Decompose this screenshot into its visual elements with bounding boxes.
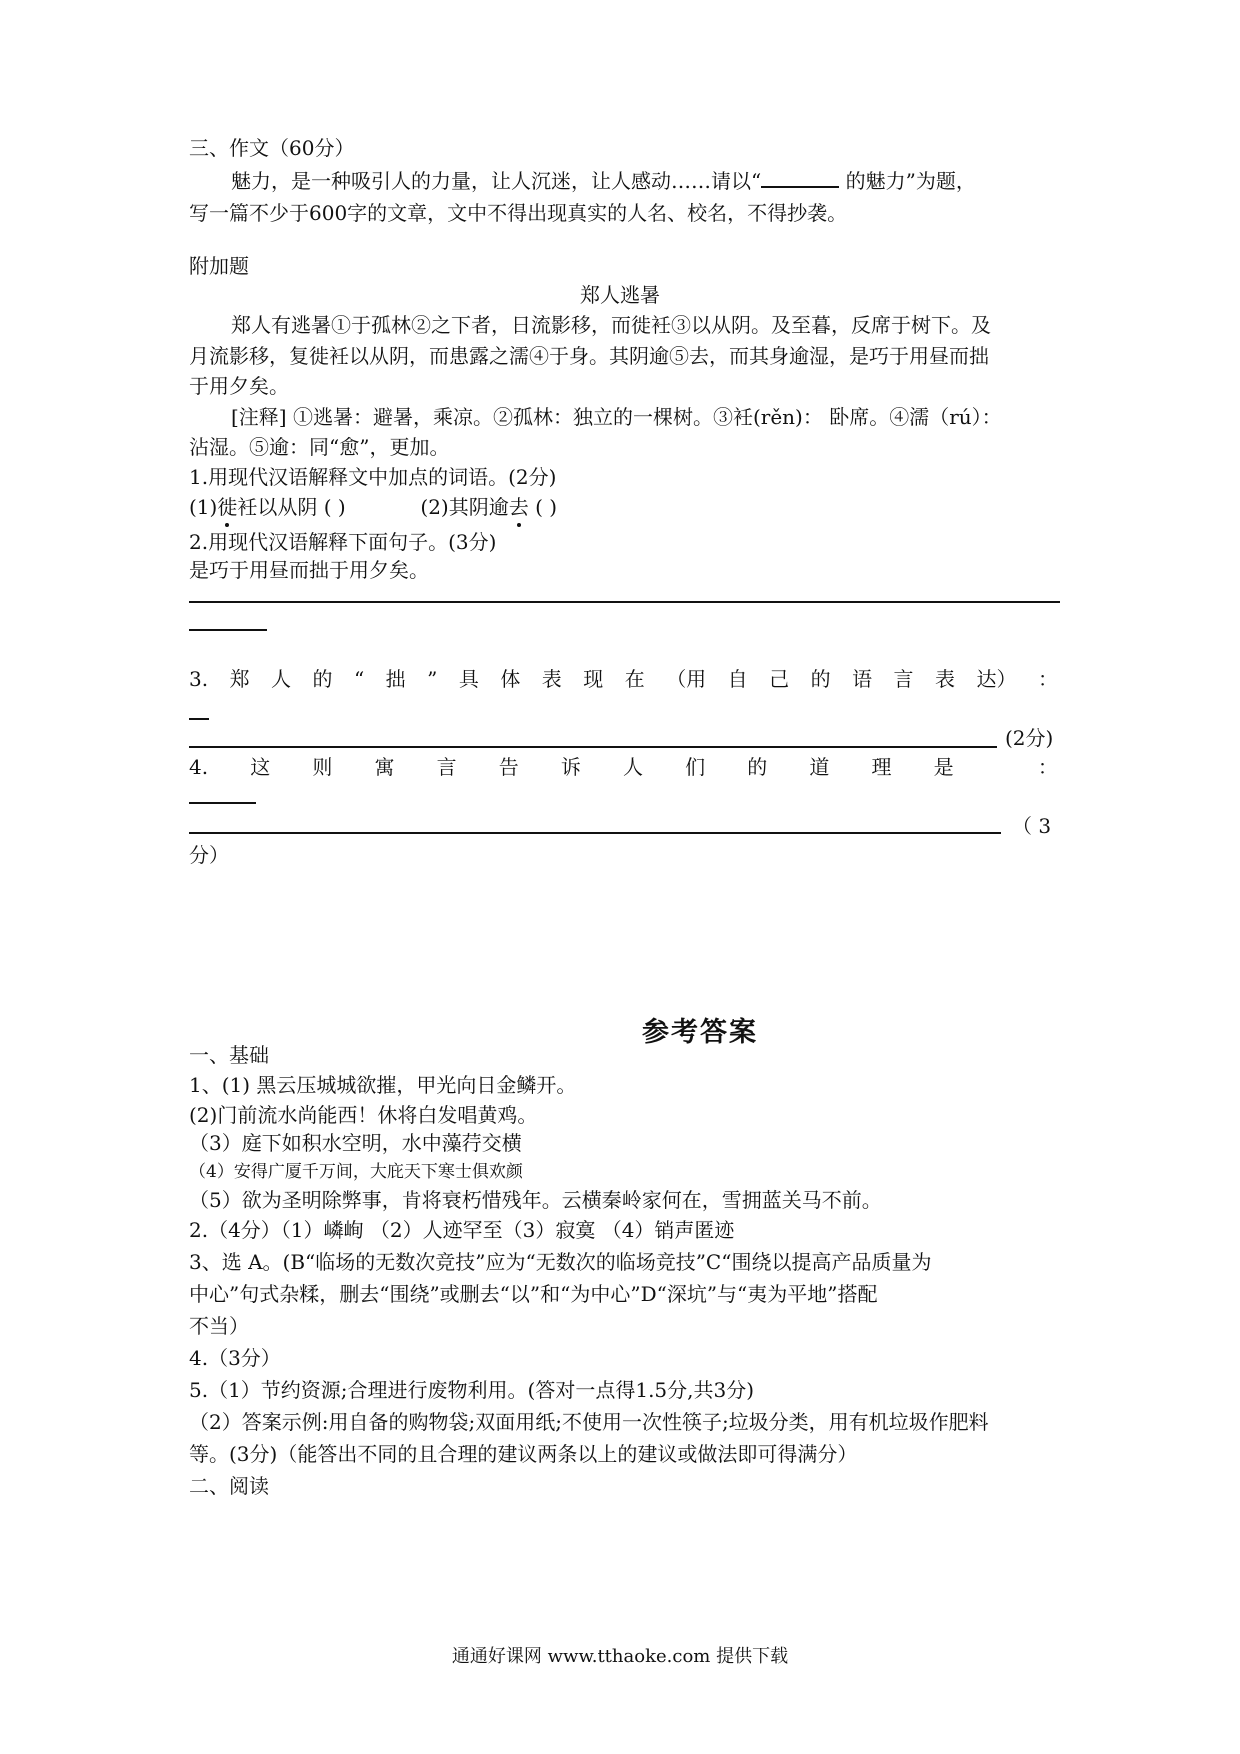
answer-3-line-1: 3、选 A。(B“临场的无数次竞技”应为“无数次的临场竞技”C“围绕以提高产品质量为 <box>189 1250 932 1274</box>
answer-line-q4 <box>189 832 1001 834</box>
question-3-char: ” <box>427 667 438 691</box>
answers-title: 参考答案 <box>642 1017 758 1048</box>
answer-line-q3 <box>189 746 997 748</box>
essay-prompt-text-a: 魅力，是一种吸引人的力量，让人沉迷，让人感动……请以“ <box>231 169 762 193</box>
extra-heading: 附加题 <box>189 254 249 278</box>
question-3-char: 达） <box>976 667 1017 691</box>
question-4-char: 理 <box>871 755 892 779</box>
question-1-items <box>189 492 1060 522</box>
question-3-char: 具 <box>458 667 479 691</box>
question-3-char: “ <box>353 667 365 691</box>
question-3-score: (2分) <box>1005 726 1054 750</box>
question-3 <box>189 664 1058 694</box>
question-4-char: 则 <box>312 755 333 779</box>
answer-5-2-line-1: （2）答案示例:用自备的购物袋;双面用纸;不使用一次性筷子;垃圾分类，用有机垃圾作肥料 <box>189 1410 989 1434</box>
annotation-line-2: 沾湿。⑤逾：同“愈”，更加。 <box>189 435 450 459</box>
answer-1-3: （3）庭下如积水空明，水中藻荇交横 <box>189 1131 522 1155</box>
question-3-char: 己 <box>769 667 790 691</box>
answer-3-line-3: 不当） <box>189 1314 249 1338</box>
question-3-char: 言 <box>893 667 914 691</box>
passage-line-2: 月流影移，复徙衽以从阴，而患露之濡④于身。其阴逾⑤去，而其身逾湿，是巧于用昼而拙 <box>189 344 989 368</box>
question-4-char: 是 <box>933 755 954 779</box>
essay-prompt-text-b: 的魅力”为题， <box>839 169 976 193</box>
essay-heading: 三、作文（60分） <box>189 136 355 160</box>
footer-source: 通通好课网 www.tthaoke.com 提供下载 <box>451 1646 789 1667</box>
question-3-char: 3. <box>189 667 209 691</box>
passage-title: 郑人逃暑 <box>580 283 660 307</box>
question-1-b: (2)其阴逾去 ( ) <box>420 495 558 519</box>
question-3-char: 自 <box>727 667 748 691</box>
question-4-char: 4. <box>189 755 209 779</box>
question-4-char: 这 <box>250 755 271 779</box>
question-4 <box>189 752 1058 782</box>
question-3-char: 表 <box>935 667 955 691</box>
answer-5-1: 5.（1）节约资源;合理进行废物利用。(答对一点得1.5分,共3分) <box>189 1378 755 1402</box>
answer-3-line-2: 中心”句式杂糅，删去“围绕”或删去“以”和“为中心”D“深坑”与“夷为平地”搭配 <box>189 1282 878 1306</box>
answer-1-4: （4）安得广厦千万间，大庇天下寒士俱欢颜 <box>189 1162 523 1182</box>
answer-line-q2 <box>189 601 1060 603</box>
question-3-char: 语 <box>852 667 873 691</box>
answer-5-2-line-2: 等。(3分)（能答出不同的且合理的建议两条以上的建议或做法即可得满分） <box>189 1442 858 1466</box>
question-3-char: 现 <box>583 667 604 691</box>
dotted-word-2: 去 <box>508 495 529 519</box>
question-4-char: 道 <box>809 755 830 779</box>
essay-prompt-line-1 <box>231 166 1060 196</box>
answer-line-q4-short <box>189 802 256 804</box>
question-4-char: ： <box>1037 755 1058 779</box>
question-3-char: 在 <box>624 667 645 691</box>
question-3-char: 郑 <box>229 667 250 691</box>
question-1-a: (1)徙衽以从阴 ( ) <box>189 495 346 519</box>
answer-2: 2.（4分）（1）嶙峋 （2）人迹罕至（3）寂寞 （4）销声匿迹 <box>189 1218 735 1242</box>
question-3-char: ： <box>1037 667 1058 691</box>
question-3-char: 人 <box>271 667 292 691</box>
question-4-char: 言 <box>436 755 457 779</box>
question-2-sentence: 是巧于用昼而拙于用夕矣。 <box>189 558 429 582</box>
answer-line-q3-short <box>189 718 209 720</box>
question-3-char: 表 <box>541 667 562 691</box>
question-4-char: 告 <box>498 755 519 779</box>
answer-1: 1、(1) 黑云压城城欲摧，甲光向日金鳞开。 <box>189 1073 577 1097</box>
answer-1-5: （5）欲为圣明除弊事，肯将衰朽惜残年。云横秦岭家何在，雪拥蓝关马不前。 <box>189 1188 882 1212</box>
question-3-char: 拙 <box>385 667 406 691</box>
question-3-char: （用 <box>666 667 707 691</box>
question-4-char: 的 <box>747 755 768 779</box>
answers-section-1: 一、基础 <box>189 1043 269 1067</box>
dotted-word-1: 徙 <box>217 495 238 519</box>
annotation-line-1: [注释] ①逃暑：避暑，乘凉。②孤林：独立的一棵树。③衽(rěn)： 卧席。④濡（rú）： <box>231 405 1002 429</box>
essay-prompt-line-2: 写一篇不少于600字的文章，文中不得出现真实的人名、校名，不得抄袭。 <box>189 201 848 225</box>
question-4-char: 人 <box>622 755 643 779</box>
question-2: 2.用现代汉语解释下面句子。(3分) <box>189 530 497 554</box>
answer-line-q2-short <box>189 629 267 631</box>
question-3-char: 的 <box>312 667 333 691</box>
answer-4: 4.（3分） <box>189 1346 281 1370</box>
question-4-score-unit: 分） <box>189 843 229 867</box>
passage-line-3: 于用夕矣。 <box>189 374 289 398</box>
question-4-char: 诉 <box>560 755 581 779</box>
question-3-char: 体 <box>500 667 521 691</box>
question-1: 1.用现代汉语解释文中加点的词语。(2分) <box>189 465 557 489</box>
answers-section-2: 二、阅读 <box>189 1474 269 1498</box>
passage-line-1: 郑人有逃暑①于孤林②之下者，日流影移，而徙衽③以从阴。及至暮，反席于树下。及 <box>231 313 991 337</box>
essay-title-blank <box>761 168 839 188</box>
answer-1-2: (2)门前流水尚能西！休将白发唱黄鸡。 <box>189 1103 538 1127</box>
question-3-char: 的 <box>810 667 831 691</box>
question-4-score: （ 3 <box>1012 814 1052 838</box>
question-4-char: 们 <box>685 755 706 779</box>
question-4-char: 寓 <box>374 755 395 779</box>
